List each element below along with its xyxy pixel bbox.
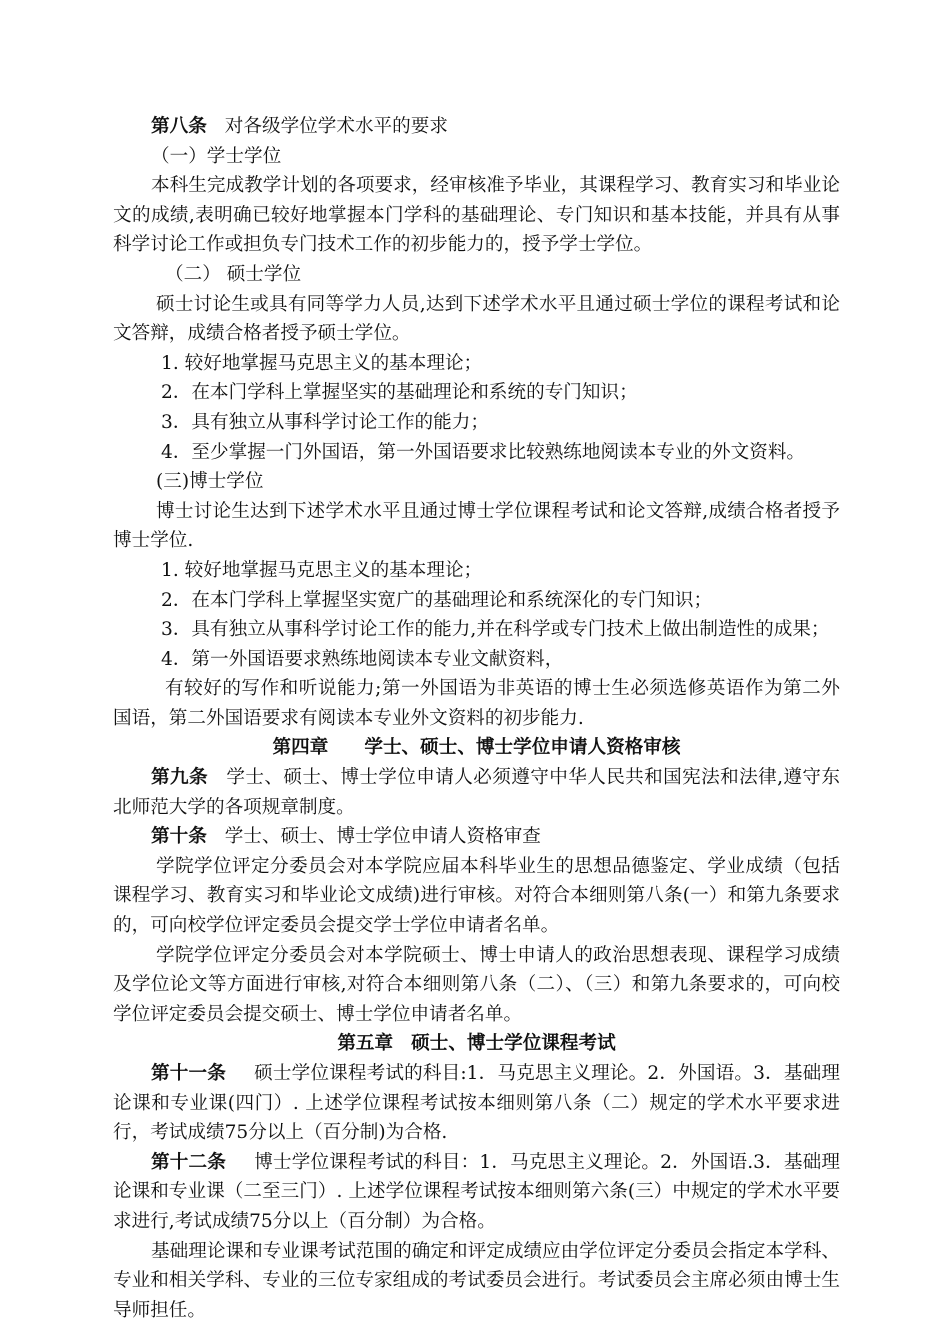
master-item-2: 2．在本门学科上掌握坚实的基础理论和系统的专门知识； — [161, 382, 638, 404]
doctor-extra-paragraph: 有较好的写作和听说能力;第一外国语为非英语的博士生必须选修英语作为第二外国语，第二外国语要求有阅读本专业外文资料的初步能力. — [113, 678, 840, 729]
article12-text: 博士学位课程考试的科目：1．马克思主义理论。2．外国语.3．基础理论课和专业课（二至三门）. 上述学位课程考试按本细则第六条(三）中规定的学术水平要求进行,考试成绩75分以上（百分制）为合格。 — [113, 1151, 840, 1232]
doctor-item-2: 2．在本门学科上掌握坚实宽广的基础理论和系统深化的专门知识； — [161, 589, 713, 611]
doctor-item-4: 4．第一外国语要求熟练地阅读本专业文献资料， — [161, 648, 564, 670]
article9-text: 学士、硕士、博士学位申请人必须遵守中华人民共和国宪法和法律,遵守东北师范大学的各项规章制度。 — [113, 767, 840, 818]
article9 — [113, 763, 840, 822]
article10-label: 第十条 — [151, 826, 207, 848]
article12 — [113, 1148, 840, 1237]
article10-heading — [113, 822, 840, 852]
article11-label: 第十一条 — [151, 1063, 227, 1084]
article8-title: 对各级学位学术水平的要求 — [224, 116, 448, 137]
master-item-3: 3．具有独立从事科学讨论工作的能力； — [161, 411, 489, 433]
master-item-4: 4．至少掌握一门外国语，第一外国语要求比较熟练地阅读本专业的外文资料。 — [161, 441, 806, 463]
article10-paragraph-1: 学院学位评定分委员会对本学院应届本科毕业生的思想品德鉴定、学业成绩（包括课程学习、教育实习和毕业论文成绩)进行审核。对符合本细则第八条(一）和第九条要求的，可向校学位评定委员会提交学士学位申请者名单。 — [113, 855, 840, 937]
article12-paragraph-2: 基础理论课和专业课考试范围的确定和评定成绩应由学位评定分委员会指定本学科、专业和相关学科、专业的三位专家组成的考试委员会进行。考试委员会主席必须由博士生导师担任。 — [113, 1240, 840, 1321]
chapter5-number: 第五章 — [337, 1033, 394, 1055]
doctor-heading: (三)博士学位 — [156, 471, 264, 493]
chapter4-number: 第四章 — [272, 737, 329, 759]
doctor-item-3: 3．具有独立从事科学讨论工作的能力,并在科学或专门技术上做出制造性的成果； — [161, 619, 830, 641]
doctor-paragraph: 博士讨论生达到下述学术水平且通过博士学位课程考试和论文答辩,成绩合格者授予博士学位. — [113, 500, 840, 552]
article10-paragraph-2: 学院学位评定分委员会对本学院硕士、博士申请人的政治思想表现、课程学习成绩及学位论文等方面进行审核,对符合本细则第八条（二）、（三）和第九条要求的，可向校学位评定委员会提交硕士、博士学位申请者名单。 — [113, 944, 840, 1025]
article8-heading — [113, 112, 840, 142]
article12-label: 第十二条 — [151, 1151, 227, 1173]
chapter5-title: 硕士、博士学位课程考试 — [411, 1033, 616, 1055]
doctor-item-1: 1. 较好地掌握马克思主义的基本理论； — [161, 559, 483, 581]
chapter5-heading — [113, 1029, 840, 1059]
bachelor-paragraph: 本科生完成教学计划的各项要求，经审核准予毕业，其课程学习、教育实习和毕业论文的成绩,表明确已较好地掌握本门学科的基础理论、专门知识和基本技能，并具有从事科学讨论工作或担负专门技术工作的初步能力的，授予学士学位。 — [113, 175, 840, 256]
master-heading: （二） 硕士学位 — [165, 263, 302, 285]
chapter4-heading — [113, 733, 840, 763]
article10-title: 学士、硕士、博士学位申请人资格审查 — [224, 826, 541, 848]
master-paragraph: 硕士讨论生或具有同等学力人员,达到下述学术水平且通过硕士学位的课程考试和论文答辩，成绩合格者授予硕士学位。 — [113, 293, 840, 345]
article11-text: 硕士学位课程考试的科目:1．马克思主义理论。2．外国语。3．基础理论课和专业课(四门）. 上述学位课程考试按本细则第八条（二）规定的学术水平要求进行，考试成绩75分以上（百分制)为合格. — [113, 1063, 840, 1144]
article11 — [113, 1059, 840, 1148]
bachelor-heading: （一）学士学位 — [151, 145, 282, 167]
article9-label: 第九条 — [151, 767, 208, 789]
article8-label: 第八条 — [151, 116, 207, 137]
chapter4-title: 学士、硕士、博士学位申请人资格审核 — [364, 737, 681, 759]
master-item-1: 1. 较好地掌握马克思主义的基本理论； — [161, 352, 483, 374]
